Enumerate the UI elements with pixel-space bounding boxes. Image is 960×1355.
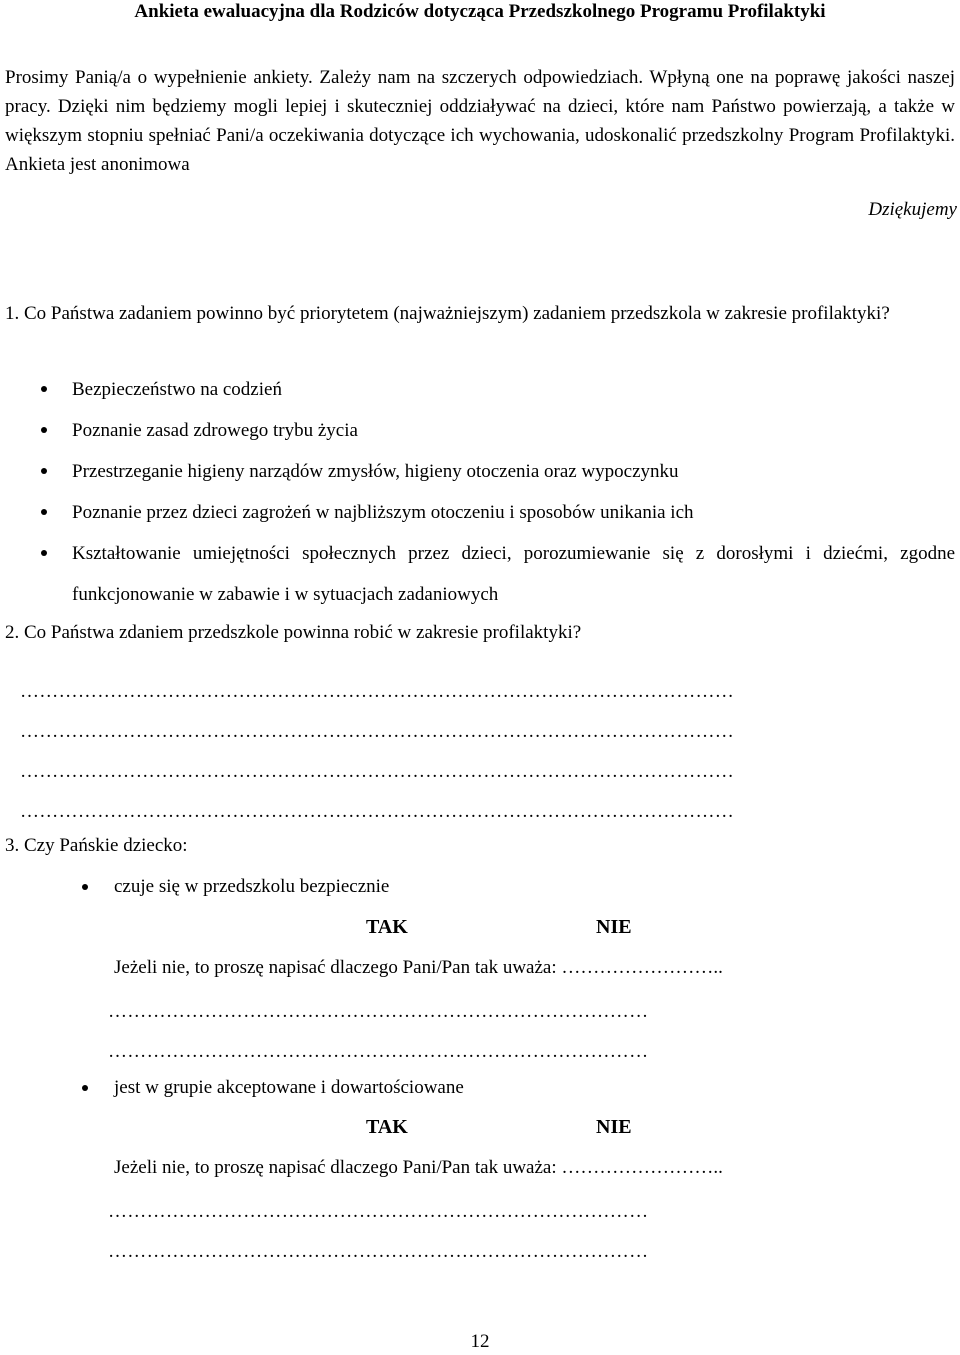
option-label: Kształtowanie umiejętności społecznych przez dzieci, porozumiewanie się z dorosłymi i dziećmi, zgodne funkcjonowanie w zabawie i w sytuacjach zadaniowych xyxy=(72,543,955,605)
no-option[interactable]: NIE xyxy=(596,916,632,938)
thanks-note: Dziękujemy xyxy=(868,199,957,220)
yes-option[interactable]: TAK xyxy=(366,1116,408,1138)
reason-prompt: Jeżeli nie, to proszę napisać dlaczego Pani/Pan tak uważa: …………………….. xyxy=(114,957,723,978)
question-3-text: 3. Czy Pańskie dziecko: xyxy=(5,835,188,856)
bullet-icon xyxy=(41,468,47,474)
question-1-text: 1. Co Państwa zadaniem powinno być priorytetem (najważniejszym) zadaniem przedszkola w zakresie profilaktyki? xyxy=(5,303,890,324)
question-1-option[interactable] xyxy=(0,410,960,451)
question-1-option[interactable] xyxy=(0,492,960,533)
answer-line[interactable]: ………………………………………………………………………………………………… xyxy=(20,721,735,742)
question-3-statement: czuje się w przedszkolu bezpiecznie xyxy=(114,876,390,897)
reason-line[interactable]: ………………………………………………………………………… xyxy=(108,1201,649,1222)
bullet-icon xyxy=(82,1085,88,1091)
no-option[interactable]: NIE xyxy=(596,1116,632,1138)
bullet-icon xyxy=(82,884,88,890)
bullet-icon xyxy=(41,509,47,515)
reason-line[interactable]: ………………………………………………………………………… xyxy=(108,1241,649,1262)
question-1-options xyxy=(0,369,960,615)
question-1-option[interactable] xyxy=(0,533,960,615)
question-1-option[interactable] xyxy=(0,369,960,410)
reason-line[interactable]: ………………………………………………………………………… xyxy=(108,1041,649,1062)
option-label: Poznanie przez dzieci zagrożeń w najbliższym otoczeniu i sposobów unikania ich xyxy=(72,502,694,523)
reason-line[interactable]: ………………………………………………………………………… xyxy=(108,1001,649,1022)
page-title: Ankieta ewaluacyjna dla Rodziców dotycząca Przedszkolnego Programu Profilaktyki xyxy=(134,1,826,22)
question-2-text: 2. Co Państwa zdaniem przedszkole powinna robić w zakresie profilaktyki? xyxy=(5,622,582,643)
answer-line[interactable]: ………………………………………………………………………………………………… xyxy=(20,801,735,822)
answer-line[interactable]: ………………………………………………………………………………………………… xyxy=(20,681,735,702)
answer-line[interactable]: ………………………………………………………………………………………………… xyxy=(20,761,735,782)
page-number: 12 xyxy=(470,1331,490,1352)
intro-paragraph xyxy=(5,63,955,179)
bullet-icon xyxy=(41,386,47,392)
bullet-icon xyxy=(41,427,47,433)
bullet-icon xyxy=(41,550,47,556)
option-label: Bezpieczeństwo na codzień xyxy=(72,379,282,400)
option-label: Poznanie zasad zdrowego trybu życia xyxy=(72,420,358,441)
option-label: Przestrzeganie higieny narządów zmysłów, higieny otoczenia oraz wypoczynku xyxy=(72,461,679,482)
question-1-option[interactable] xyxy=(0,451,960,492)
intro-text: Prosimy Panią/a o wypełnienie ankiety. Zależy nam na szczerych odpowiedziach. Wpłyną one na poprawę jakości naszej pracy. Dzięki nim będziemy mogli lepiej i skuteczniej oddziaływać na dzieci, które nam Państwo powierzają, a także w większym stopniu spełniać Pani/a oczekiwania dotyczące ich wychowania, udoskonalić przedszkolny Program Profilaktyki. Ankieta jest anonimowa xyxy=(5,67,955,175)
question-3-statement: jest w grupie akceptowane i dowartościowane xyxy=(114,1077,464,1098)
reason-prompt: Jeżeli nie, to proszę napisać dlaczego Pani/Pan tak uważa: …………………….. xyxy=(114,1157,723,1178)
yes-option[interactable]: TAK xyxy=(366,916,408,938)
